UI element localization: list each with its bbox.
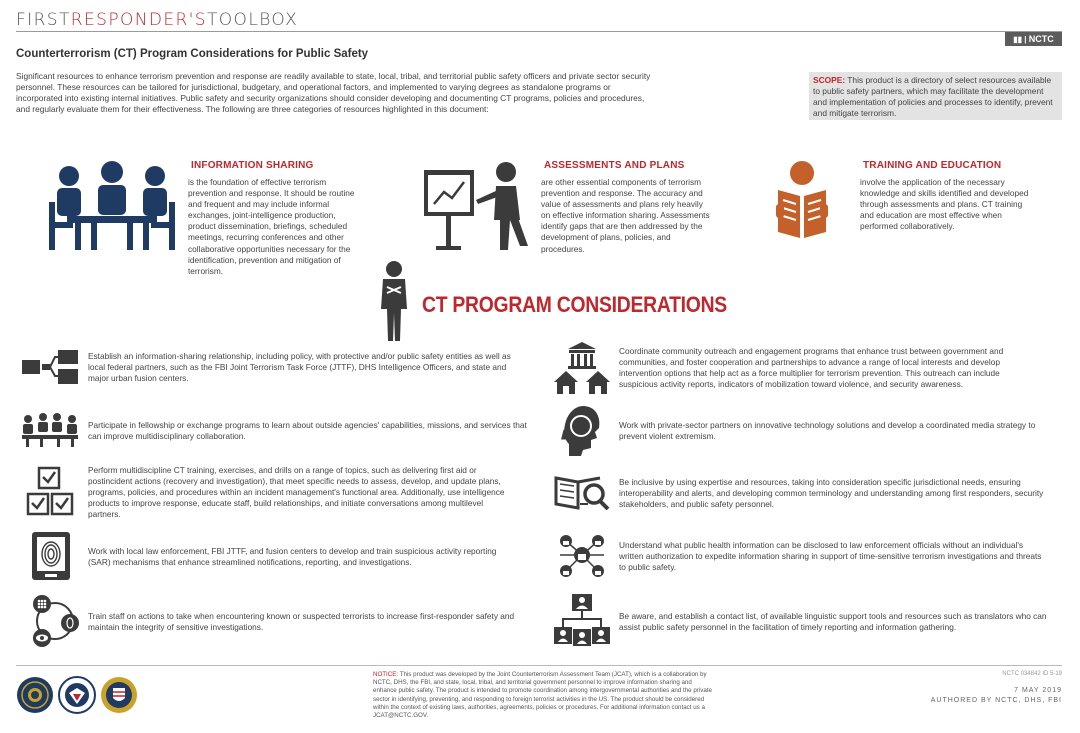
nctc-seal-icon bbox=[16, 676, 54, 714]
presentation-chart-icon bbox=[424, 160, 534, 252]
category-text-assessments: are other essential components of terrorism prevention and response. The accuracy and value of assessments and plans rely heavily on effective information sharing. Assessments identify gaps that are then addressed by the development of plans, policies, and procedures. bbox=[541, 177, 710, 254]
scope-label: SCOPE: bbox=[813, 75, 846, 85]
category-text-info-sharing: is the foundation of effective terrorism prevention and response. It should be routine and frequent and may include informal exchanges, joint-intelligence production, product dissemination, briefings, scheduled meetings, recurring conferences and other collaborative opportunities necessary for the identification, prevention and mitigation of terrorism. bbox=[188, 177, 355, 276]
group-meeting-icon bbox=[22, 413, 78, 447]
publish-date: 7 MAY 2019 bbox=[1014, 687, 1062, 694]
category-title-training: TRAINING AND EDUCATION bbox=[863, 160, 1002, 171]
footer-divider bbox=[16, 665, 1062, 666]
category-title-info-sharing: INFORMATION SHARING bbox=[191, 160, 314, 171]
left-item-4: Work with local law enforcement, FBI JTTF, and fusion centers to develop and train suspicious activity reporting (SAR) mechanisms that enhance streamlined notifications, reporting, and investigations. bbox=[88, 546, 497, 568]
authored-by: AUTHORED BY NCTC, DHS, FBI bbox=[930, 697, 1062, 704]
scope-box bbox=[809, 72, 1062, 120]
brand-logo bbox=[16, 10, 298, 30]
right-item-5: Be aware, and establish a contact list, of available linguistic support tools and resources such as translators who can assist public safety personnel in the facilitation of timely reporting and information gathering. bbox=[619, 611, 1047, 633]
reading-book-icon bbox=[776, 160, 828, 242]
brand-part1: FIRST bbox=[16, 10, 71, 30]
scope-text: This product is a directory of select resources available to public safety partners, which may facilitate the development and implementation of policies and processes to identify, prevent and mitigate terrorism. bbox=[813, 75, 1053, 118]
intro-paragraph: Significant resources to enhance terrorism prevention and response are readily available to state, local, tribal, and territorial public safety officers and private sector security personnel. These resources can be tailored for jurisdictional, budgetary, and operational factors, and implemented to varying degrees as standalone programs or incorporated into existing internal initiatives. Public safety and security organizations should consider developing and documenting CT programs, policies and procedures, and regularly evaluate them for their effectiveness. The following are three categories of resources highlighted in this document: bbox=[16, 71, 651, 114]
right-item-3: Be inclusive by using expertise and resources, taking into consideration specific jurisdictional needs, ensuring interoperability and alerts, and developing common terminology and understanding among first responders, security stakeholders, and public safety personnel. bbox=[619, 477, 1044, 510]
category-text-training: involve the application of the necessary knowledge and skills identified and developed through assessments and plans. CT training and education are most effective when performed collaboratively. bbox=[860, 177, 1029, 232]
ct-section-title: CT PROGRAM CONSIDERATIONS bbox=[422, 292, 727, 317]
category-title-assessments: ASSESSMENTS AND PLANS bbox=[544, 160, 685, 171]
notice-label: NOTICE: bbox=[373, 671, 399, 678]
meeting-people-icon bbox=[47, 160, 177, 252]
fingerprint-tablet-icon bbox=[31, 531, 71, 581]
network-blocks-icon bbox=[22, 350, 78, 384]
government-community-icon bbox=[554, 340, 610, 396]
left-item-3: Perform multidiscipline CT training, exercises, and drills on a range of topics, such as delivering first aid or postincident actions (recovery and investigation), that meet specific needs to assess, develop, and update plans, programs, policies, and procedures within an incident management's functional area. Additionally, use intelligence products to improve response, educate staff, build relationships, and initiate conversations among multilevel partners. bbox=[88, 465, 505, 520]
fbi-seal-icon bbox=[100, 676, 138, 714]
right-item-2: Work with private-sector partners on innovative technology solutions and develop a coordinated media strategy to prevent violent extremism. bbox=[619, 420, 1036, 442]
left-item-2: Participate in fellowship or exchange programs to learn about outside agencies' capabilities, missions, and services that can improve multidisciplinary collaboration. bbox=[88, 420, 527, 442]
org-chart-icon bbox=[554, 594, 610, 646]
notice-text bbox=[373, 671, 713, 720]
brand-part3: TOOLBOX bbox=[206, 10, 299, 30]
left-item-1: Establish an information-sharing relationship, including policy, with protective and/or public safety entities as well as local federal partners, such as the FBI Joint Terrorism Task Force (JTTF), DHS Intelligence Officers, and state and major urban fusion centers. bbox=[88, 351, 511, 384]
header-divider bbox=[16, 31, 1062, 32]
person-icon bbox=[379, 261, 409, 343]
nctc-badge: ▮▮ | NCTC bbox=[1005, 32, 1062, 46]
identity-network-icon bbox=[30, 594, 80, 648]
headset-agent-icon bbox=[561, 404, 603, 456]
brand-part2: RESPONDER'S bbox=[70, 10, 207, 30]
dhs-seal-icon bbox=[58, 676, 96, 714]
right-item-4: Understand what public health information can be disclosed to law enforcement officials without an individual's written authorization to expedite information sharing in support of time-sensitive terrorism investigations and threats to public safety. bbox=[619, 540, 1042, 573]
book-search-icon bbox=[554, 474, 610, 510]
left-item-5: Train staff on actions to take when encountering known or suspected terrorists to increase first-responder safety and maintain the integrity of sensitive investigations. bbox=[88, 611, 515, 633]
secure-network-icon bbox=[556, 531, 608, 581]
document-id: NCTC 034842 ID 5-19 bbox=[1002, 671, 1062, 677]
right-item-1: Coordinate community outreach and engagement programs that enhance trust between government and communities, and foster cooperation and partnerships to advance a range of local interests and develop intervention options that help act as a force multiplier for terrorism prevention. This outreach can include suspicious activity reports, indicators of mobilization toward violence, and security awareness. bbox=[619, 346, 1004, 390]
checklist-icon bbox=[26, 466, 74, 518]
notice-body: This product was developed by the Joint Counterterrorism Assessment Team (JCAT), which is a collaboration by NCTC, DHS, the FBI, and state, local, tribal, and territorial government personnel to improve information sharing and enhance public safety. The product is intended to promote coordination among intergovernmental authorities and the private sector in identifying, preventing, and responding to foreign terrorist activities in the US. The product should be considered within the context of existing laws, authorities, agreements, policies or procedures. For additional information contact us a JCAT@NCTC.GOV. bbox=[373, 671, 712, 720]
nctc-badge-label: NCTC bbox=[1028, 34, 1054, 44]
page-title: Counterterrorism (CT) Program Considerations for Public Safety bbox=[16, 48, 369, 60]
